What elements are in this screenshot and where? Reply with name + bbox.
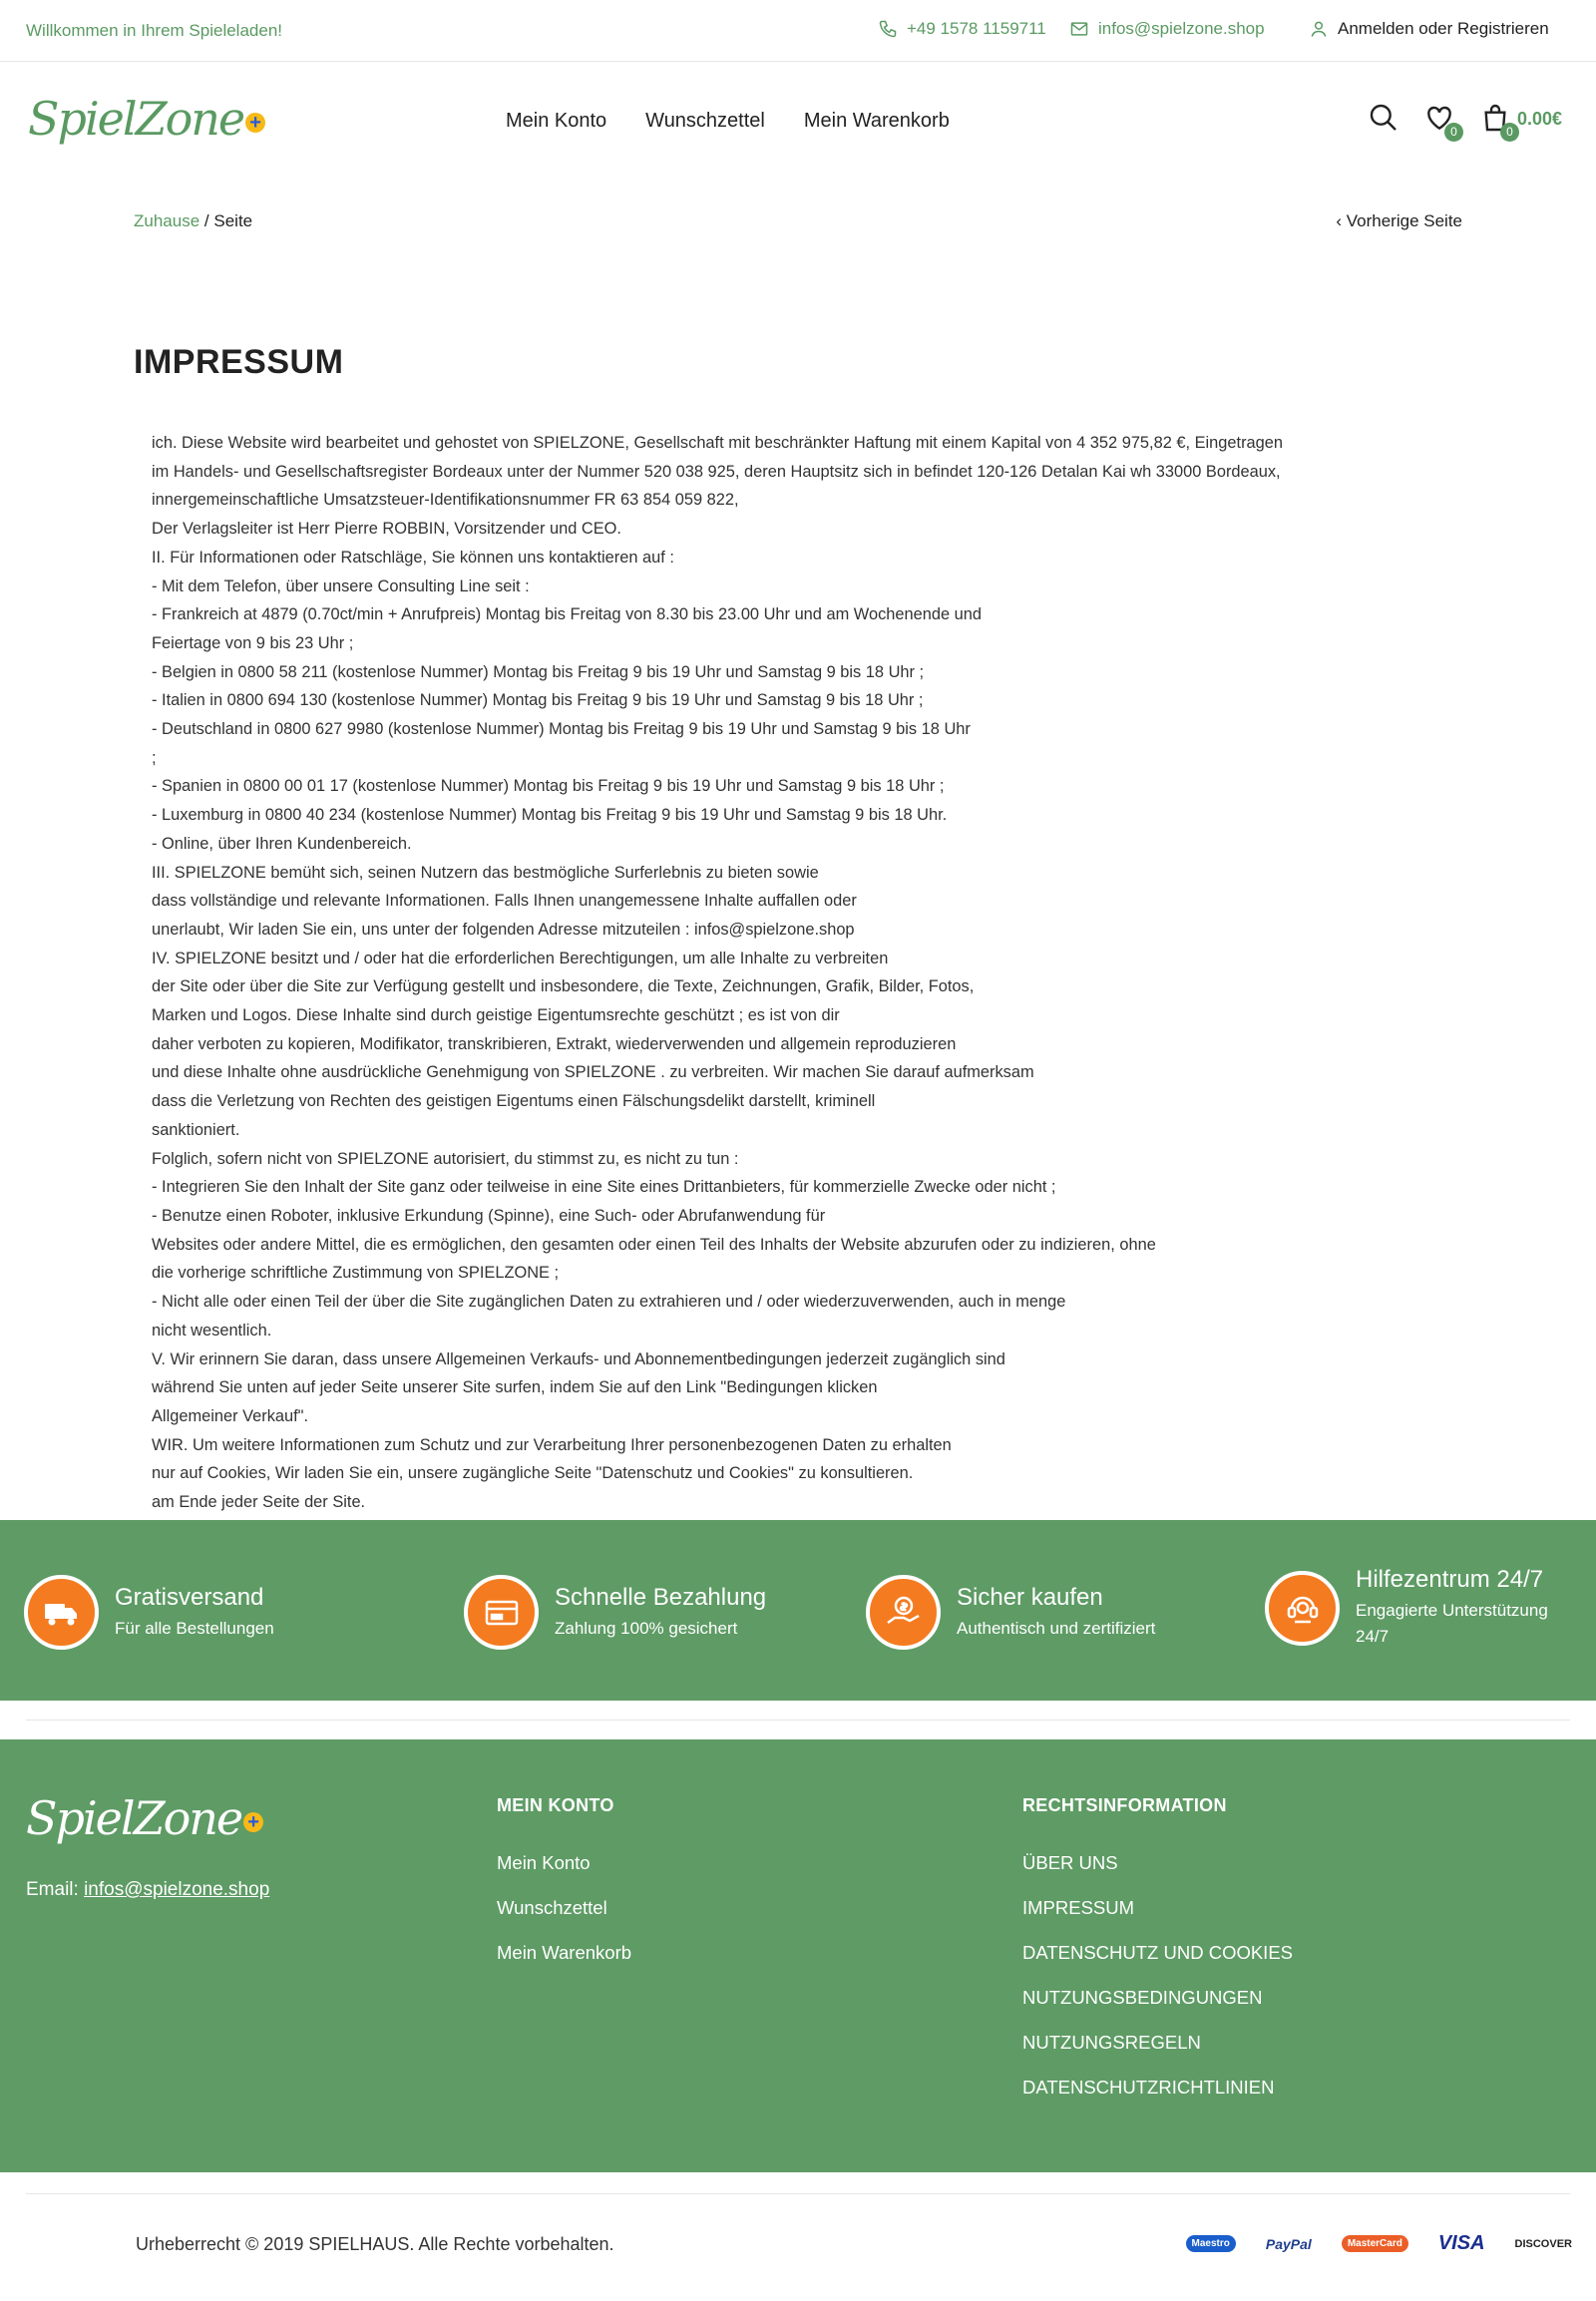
- footer-link-wishlist[interactable]: Wunschzettel: [497, 1897, 607, 1918]
- copyright-text: Urheberrecht © 2019 SPIELHAUS. Alle Rechte vorbehalten.: [136, 2234, 614, 2254]
- cart-button[interactable]: [1479, 102, 1513, 139]
- paypal-logo: PayPal: [1265, 2235, 1312, 2252]
- footer-col-account: [497, 1795, 631, 1987]
- nav-my-account[interactable]: Mein Konto: [506, 110, 607, 132]
- content-line: am Ende jeder Seite der Site.: [152, 1493, 366, 1512]
- content-line: - Online, über Ihren Kundenbereich.: [152, 834, 412, 853]
- footer-link-terms[interactable]: NUTZUNGSBEDINGUNGEN: [1022, 1987, 1263, 2008]
- content-line: der Site oder über die Site zur Verfügung gestellt und insbesondere, die Texte, Zeichnungen, Grafik, Bilder, Fotos,: [152, 977, 975, 996]
- feature-subtitle: Für alle Bestellungen: [115, 1618, 274, 1638]
- breadcrumb-home[interactable]: Zuhause: [134, 211, 200, 230]
- footer-col-title: RECHTSINFORMATION: [1022, 1795, 1227, 1815]
- breadcrumb-current: Seite: [213, 211, 253, 230]
- email-link[interactable]: [1069, 19, 1265, 39]
- breadcrumb: [134, 211, 252, 231]
- main-nav: [506, 110, 950, 133]
- welcome-message: Willkommen in Ihrem Spieleladen!: [26, 21, 282, 40]
- support-headset-icon: [1265, 1571, 1340, 1646]
- nav-cart[interactable]: Mein Warenkorb: [803, 110, 950, 132]
- footer-link-about[interactable]: ÜBER UNS: [1022, 1852, 1118, 1873]
- footer-link-cart[interactable]: Mein Warenkorb: [497, 1942, 632, 1963]
- feature-subtitle: Authentisch und zertifiziert: [957, 1618, 1156, 1638]
- content-line: - Mit dem Telefon, über unsere Consulting Line seit :: [152, 576, 530, 595]
- content-line: - Spanien in 0800 00 01 17 (kostenlose Nummer) Montag bis Freitag 9 bis 19 Uhr und Samstag 9 bis 18 Uhr ;: [152, 777, 945, 796]
- phone-icon: [878, 19, 898, 39]
- divider: [26, 2193, 1570, 2194]
- feature-title: Gratisversand: [115, 1583, 264, 1611]
- content-line: - Luxemburg in 0800 40 234 (kostenlose Nummer) Montag bis Freitag 9 bis 19 Uhr und Samstag 9 bis 18 Uhr.: [152, 806, 948, 825]
- content-line: IV. SPIELZONE besitzt und / oder hat die erforderlichen Berechtigungen, um alle Inhalte zu verbreiten: [152, 949, 889, 967]
- divider: [26, 1720, 1570, 1721]
- features-bar: [0, 1520, 1596, 1701]
- content-line: - Italien in 0800 694 130 (kostenlose Nummer) Montag bis Freitag 9 bis 19 Uhr und Samstag 9 bis 18 Uhr ;: [152, 691, 924, 710]
- phone-number: +49 1578 1159711: [907, 19, 1046, 38]
- site-footer: [0, 1739, 1596, 2172]
- payment-methods: [1186, 2232, 1572, 2255]
- footer-link-rules[interactable]: NUTZUNGSREGELN: [1022, 2032, 1201, 2053]
- logo-text: SpielZone: [28, 92, 244, 146]
- footer-email-link[interactable]: infos@spielzone.shop: [84, 1879, 270, 1900]
- content-line: - Frankreich at 4879 (0.70ct/min + Anrufpreis) Montag bis Freitag von 8.30 bis 23.00 Uhr und am Wochenende und: [152, 605, 982, 624]
- search-icon: [1368, 102, 1399, 134]
- footer-col-legal: [1022, 1795, 1293, 2121]
- footer-logo[interactable]: [26, 1791, 263, 1845]
- content-line: - Benutze einen Roboter, inklusive Erkundung (Spinne), eine Such- oder Abrufanwendung für: [152, 1206, 826, 1225]
- feature-help-center: [1265, 1566, 1575, 1650]
- cart-total[interactable]: 0.00€: [1516, 108, 1562, 129]
- content-line: ich. Diese Website wird bearbeitet und gehostet von SPIELZONE, Gesellschaft mit beschränkter Haftung mit einem Kapital von 4 352 975,82 €, Eingetragen: [152, 434, 1284, 452]
- content-line: Websites oder andere Mittel, die es ermöglichen, den gesamten oder einen Teil des Inhalts der Website abzurufen oder zu indizieren, ohne: [152, 1235, 1156, 1254]
- content-line: im Handels- und Gesellschaftsregister Bordeaux unter der Nummer 520 038 925, deren Hauptsitz sich in befindet 120-126 Detalan Kai wh 33000 Bordeaux,: [152, 462, 1281, 481]
- feature-subtitle: Engagierte Unterstützung 24/7: [1356, 1601, 1548, 1646]
- footer-link-my-account[interactable]: Mein Konto: [497, 1852, 591, 1873]
- content-line: unerlaubt, Wir laden Sie ein, uns unter der folgenden Adresse mitzuteilen : infos@spielzone.shop: [152, 920, 855, 939]
- footer-logo-text: SpielZone: [26, 1791, 242, 1845]
- feature-title: Sicher kaufen: [957, 1583, 1103, 1611]
- content-line: WIR. Um weitere Informationen zum Schutz und zur Verarbeitung Ihrer personenbezogenen Daten zu erhalten: [152, 1435, 952, 1454]
- content-line: Folglich, sofern nicht von SPIELZONE autorisiert, du stimmst zu, es nicht zu tun :: [152, 1149, 739, 1168]
- breadcrumb-separator: /: [203, 211, 209, 230]
- cart-count-badge: 0: [1500, 123, 1519, 142]
- content-line: dass vollständige und relevante Informationen. Falls Ihnen unangemessene Inhalte auffallen oder: [152, 892, 857, 911]
- content-line: sanktioniert.: [152, 1120, 240, 1139]
- feature-subtitle: Zahlung 100% gesichert: [555, 1618, 738, 1638]
- chevron-left-icon: ‹: [1336, 211, 1343, 230]
- content-line: Marken und Logos. Diese Inhalte sind durch geistige Eigentumsrechte geschützt ; es ist von dir: [152, 1006, 840, 1025]
- content-line: ;: [152, 748, 157, 767]
- phone-link[interactable]: [878, 19, 1046, 39]
- feature-title: Schnelle Bezahlung: [555, 1583, 767, 1611]
- content-line: - Nicht alle oder einen Teil der über die Site zugänglichen Daten zu extrahieren und / oder wiederzuverwenden, auch in menge: [152, 1293, 1066, 1312]
- content-line: Allgemeiner Verkauf".: [152, 1406, 309, 1425]
- content-line: Feiertage von 9 bis 23 Uhr ;: [152, 633, 354, 652]
- visa-logo: VISA: [1437, 2232, 1485, 2254]
- feature-fast-payment: [464, 1575, 766, 1650]
- content-line: innergemeinschaftliche Umsatzsteuer-Identifikationsnummer FR 63 854 059 822,: [152, 491, 739, 510]
- content-line: - Belgien in 0800 58 211 (kostenlose Nummer) Montag bis Freitag 9 bis 19 Uhr und Samstag 9 bis 18 Uhr ;: [152, 662, 925, 681]
- maestro-logo: Maestro: [1186, 2235, 1236, 2252]
- content-line: dass die Verletzung von Rechten des geistigen Eigentums einen Fälschungsdelikt darstellt, kriminell: [152, 1092, 876, 1111]
- content-line: und diese Inhalte ohne ausdrückliche Genehmigung von SPIELZONE . zu verbreiten. Wir machen Sie darauf aufmerksam: [152, 1063, 1034, 1082]
- footer-col-title: MEIN KONTO: [497, 1795, 614, 1815]
- email-address: infos@spielzone.shop: [1098, 19, 1265, 38]
- previous-page-link[interactable]: [1336, 211, 1462, 231]
- footer-email-label: Email:: [26, 1879, 79, 1900]
- footer-email: [26, 1879, 269, 1901]
- top-bar: [0, 0, 1596, 62]
- mail-icon: [1069, 19, 1089, 39]
- credit-card-icon: [464, 1575, 539, 1650]
- content-line: die vorherige schriftliche Zustimmung von SPIELZONE ;: [152, 1264, 560, 1283]
- wishlist-count-badge: 0: [1444, 123, 1463, 142]
- login-register-link[interactable]: [1309, 19, 1549, 39]
- content-line: - Deutschland in 0800 627 9980 (kostenlose Nummer) Montag bis Freitag 9 bis 19 Uhr und Samstag 9 bis 18 Uhr: [152, 720, 971, 739]
- discover-logo: DISCOVER: [1514, 2237, 1572, 2250]
- footer-link-impressum[interactable]: IMPRESSUM: [1022, 1897, 1135, 1918]
- content-line: V. Wir erinnern Sie daran, dass unsere Allgemeinen Verkaufs- und Abonnementbedingungen jederzeit zugänglich sind: [152, 1349, 1005, 1368]
- content-line: daher verboten zu kopieren, Modifikator, transkribieren, Extrakt, wiederverwenden und allgemein reproduzieren: [152, 1034, 957, 1053]
- main-header: [0, 62, 1596, 186]
- content-line: nur auf Cookies, Wir laden Sie ein, unsere zugängliche Seite "Datenschutz und Cookies" zu konsultieren.: [152, 1464, 914, 1483]
- content-line: - Integrieren Sie den Inhalt der Site ganz oder teilweise in eine Site eines Drittanbieters, für kommerzielle Zwecke oder nicht ;: [152, 1178, 1056, 1197]
- content-line: nicht wesentlich.: [152, 1321, 272, 1340]
- content-line: III. SPIELZONE bemüht sich, seinen Nutzern das bestmögliche Surferlebnis zu bieten sowie: [152, 863, 819, 882]
- content-line: Der Verlagsleiter ist Herr Pierre ROBBIN, Vorsitzender und CEO.: [152, 520, 621, 539]
- content-line: während Sie unten auf jeder Seite unserer Site surfen, indem Sie auf den Link "Bedingungen klicken: [152, 1378, 878, 1397]
- feature-secure-shopping: [866, 1575, 1155, 1650]
- logo-plus-icon: +: [243, 1812, 263, 1832]
- feature-title: Hilfezentrum 24/7: [1356, 1566, 1544, 1593]
- page-title: IMPRESSUM: [134, 343, 344, 381]
- logo-plus-icon: +: [245, 113, 265, 133]
- truck-icon: [24, 1575, 99, 1650]
- impressum-content: [152, 429, 1448, 1517]
- nav-wishlist[interactable]: Wunschzettel: [645, 110, 765, 132]
- footer-link-privacy-cookies[interactable]: DATENSCHUTZ UND COOKIES: [1022, 1942, 1294, 1963]
- login-label: Anmelden oder Registrieren: [1338, 19, 1549, 38]
- site-logo[interactable]: [28, 92, 265, 146]
- content-line: II. Für Informationen oder Ratschläge, Sie können uns kontaktieren auf :: [152, 548, 674, 567]
- search-button[interactable]: [1368, 102, 1401, 136]
- secure-hand-icon: [866, 1575, 941, 1650]
- mastercard-logo: MasterCard: [1342, 2235, 1408, 2252]
- user-icon: [1309, 19, 1329, 39]
- previous-page-label: Vorherige Seite: [1346, 211, 1462, 230]
- header-actions: [1368, 102, 1562, 139]
- footer-link-privacy-policy[interactable]: DATENSCHUTZRICHTLINIEN: [1022, 2077, 1275, 2098]
- feature-free-shipping: [24, 1575, 274, 1650]
- wishlist-button[interactable]: [1423, 102, 1457, 139]
